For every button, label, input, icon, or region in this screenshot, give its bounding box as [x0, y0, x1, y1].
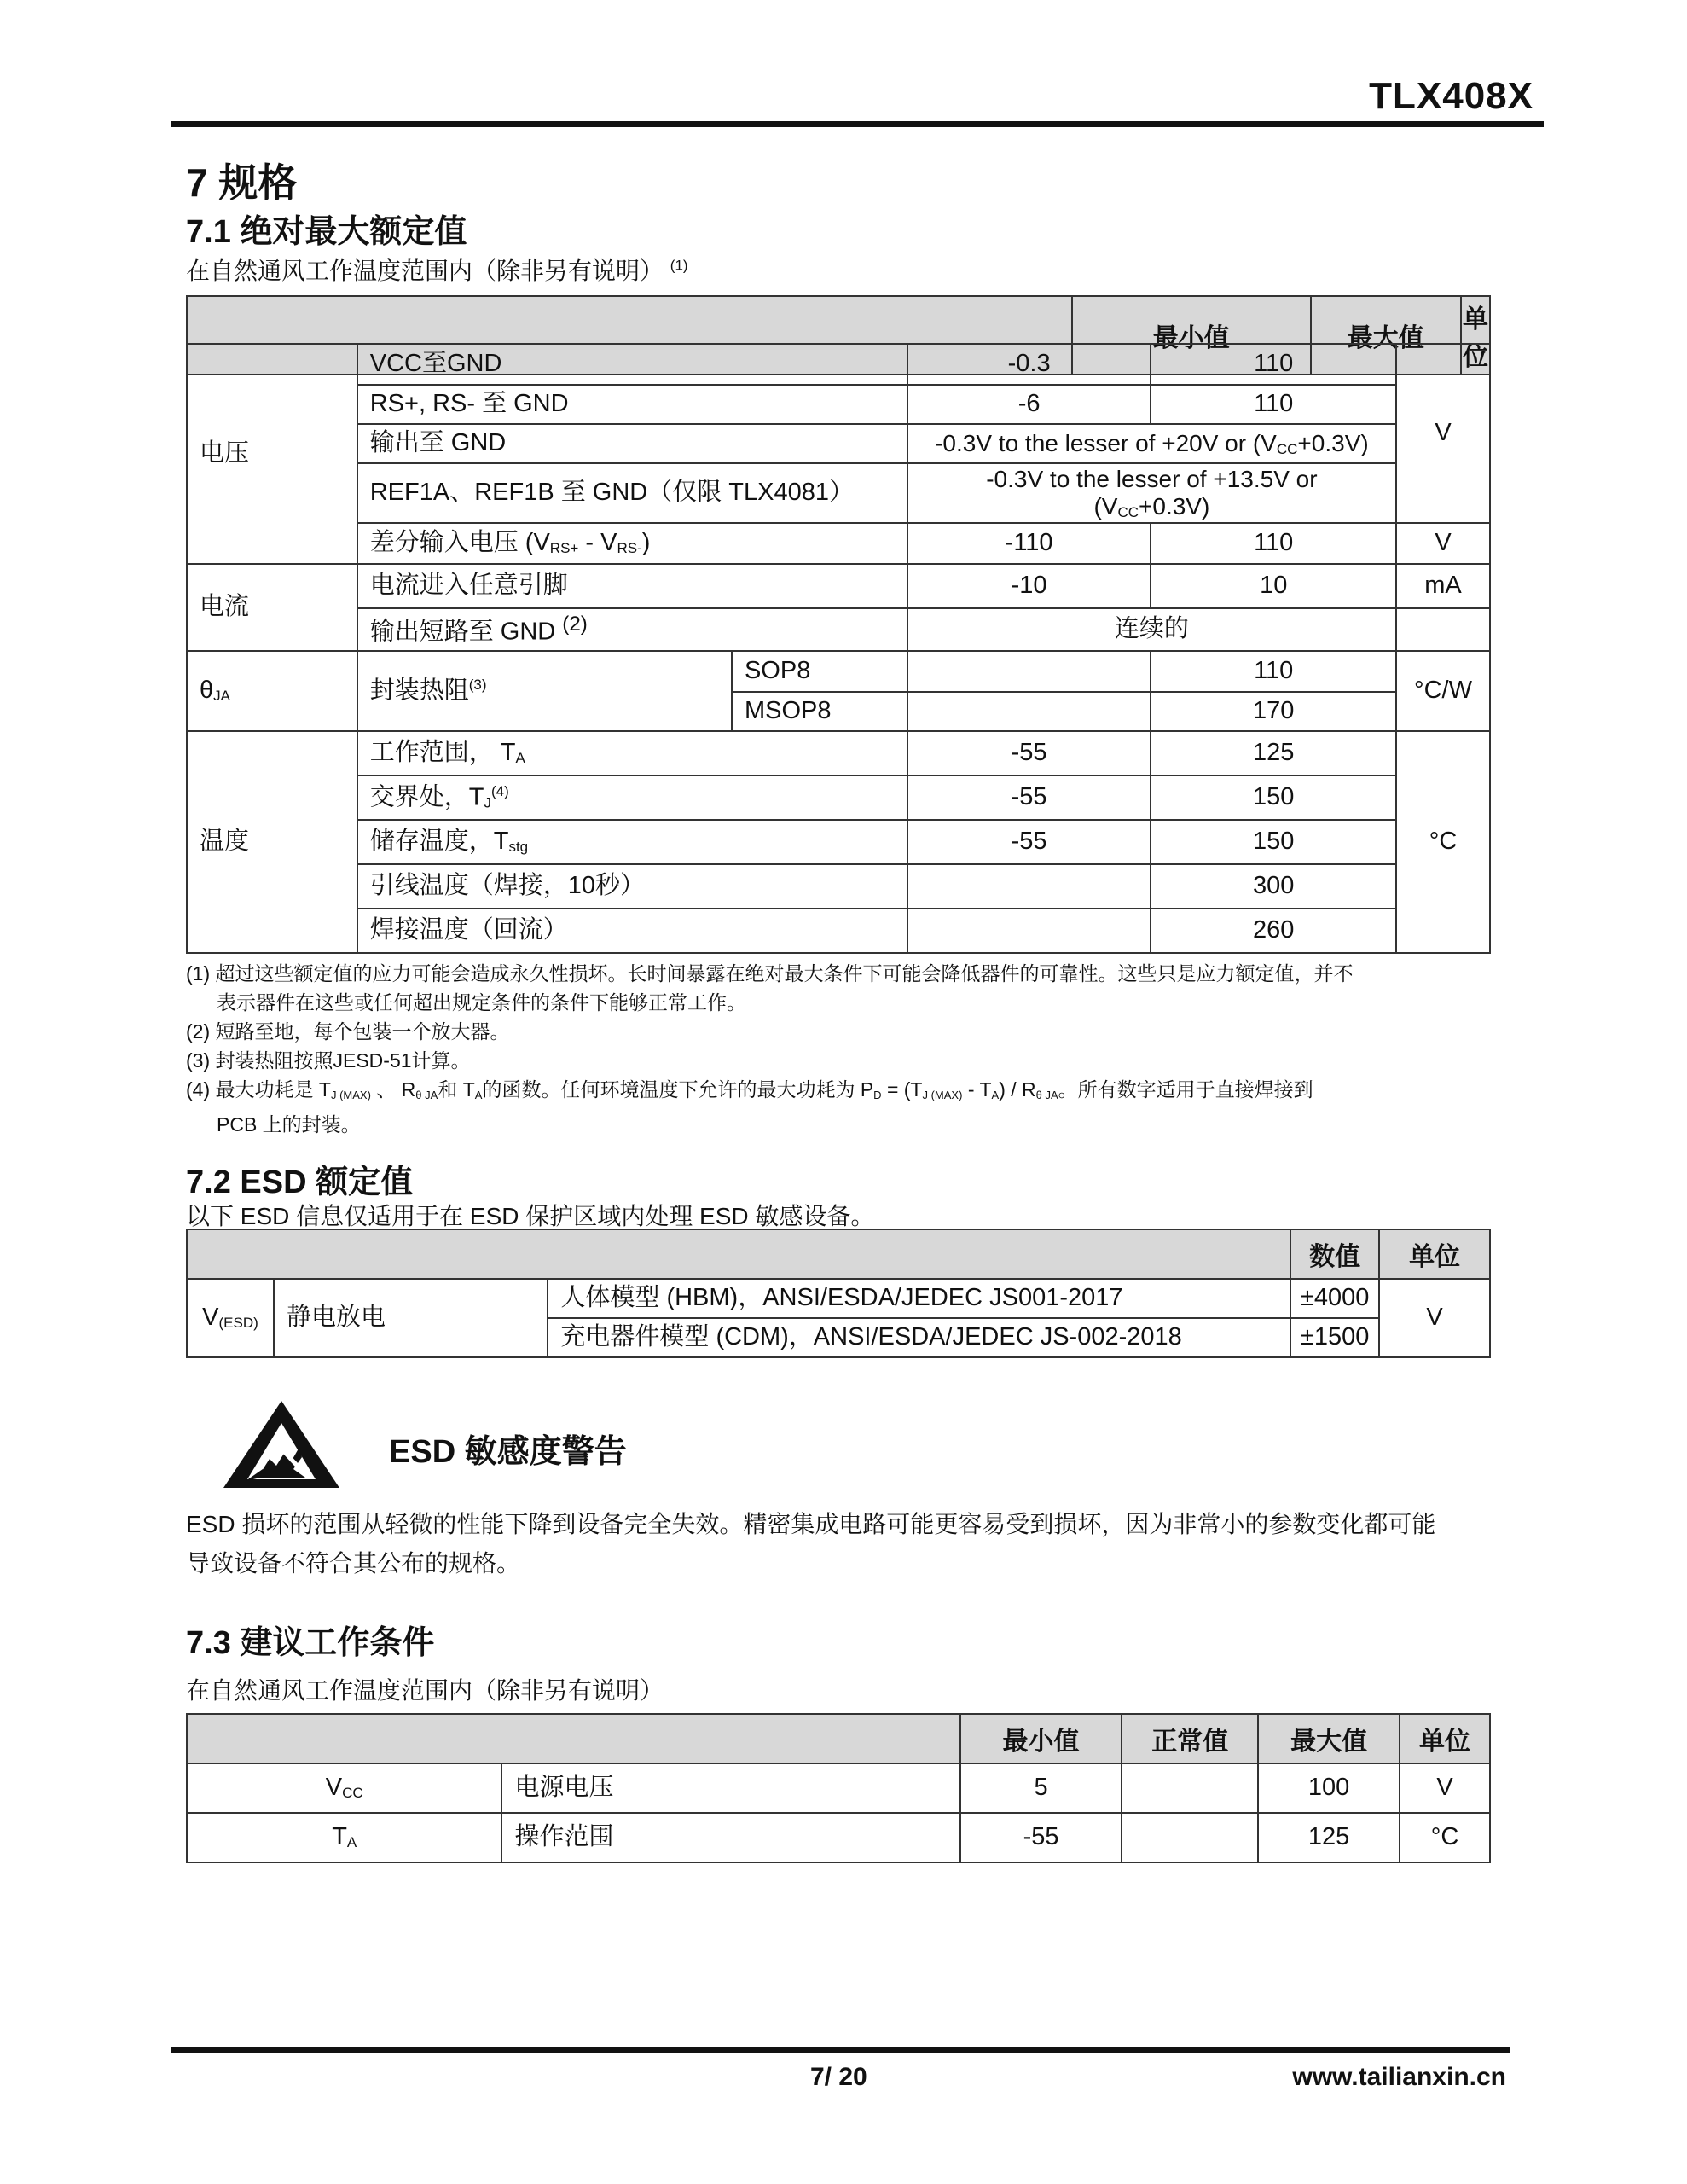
cell-max: 100 — [1258, 1763, 1400, 1813]
note-1: (1) 超过这些额定值的应力可能会造成永久性损坏。长时间暴露在绝对最大条件下可能会降低器件的可靠性。这些只是应力额定值，并不 — [186, 962, 1354, 985]
package-msop8: MSOP8 — [732, 692, 907, 731]
group-temperature: 温度 — [187, 731, 357, 953]
cell-unit: V — [1396, 523, 1490, 564]
row-label: 交界处，$T_J^{(4)}$ — [357, 775, 907, 820]
section-7-3-subtitle: 在自然通风工作温度范围内（除非另有说明） — [186, 1677, 664, 1704]
cell-max: 300 — [1151, 864, 1396, 909]
group-voltage: 电压 — [187, 344, 357, 564]
cell-range: -0.3V to the lesser of +20V or $(V_{CC}+0.3V)$ — [907, 424, 1396, 463]
cell-min — [907, 909, 1151, 953]
esd-table — [186, 1228, 1491, 1358]
cell-min: 5 — [960, 1763, 1122, 1813]
table-row — [187, 820, 1490, 864]
ta-symbol: $T_A$ — [187, 1813, 501, 1862]
table-header-row — [187, 1229, 1490, 1279]
esd-warning-body: ESD 损坏的范围从轻微的性能下降到设备完全失效。精密集成电路可能更容易受到损坏，因为非常小的参数变化都可能 导致设备不符合其公布的规格。 — [186, 1511, 1436, 1577]
vcc-label: 电源电压 — [501, 1763, 959, 1813]
table-row — [187, 523, 1490, 564]
cell-max: 125 — [1258, 1813, 1400, 1862]
table-row — [187, 463, 1490, 523]
table-row — [187, 344, 1490, 385]
cell-min — [907, 651, 1151, 692]
cell-max: 110 — [1151, 651, 1396, 692]
table-header-row — [187, 1714, 1490, 1763]
cell-unit — [1396, 608, 1490, 651]
group-current: 电流 — [187, 564, 357, 651]
row-label: 焊接温度（回流） — [357, 909, 907, 953]
row-label: REF1A、REF1B 至 GND（仅限 TLX4081） — [357, 463, 907, 523]
table-row — [187, 651, 1490, 692]
row-label: 电流进入任意引脚 — [357, 564, 907, 608]
row-label: 差分输入电压 $(V_{RS+} - V_{RS-})$ — [357, 523, 907, 564]
cell-max: 150 — [1151, 820, 1396, 864]
row-label: 封装热阻$^{(3)}$ — [357, 651, 732, 731]
row-label: 输出至 GND — [357, 424, 907, 463]
cell-max: 170 — [1151, 692, 1396, 731]
cell-min — [907, 864, 1151, 909]
table-row — [187, 864, 1490, 909]
esd-name: 静电放电 — [274, 1279, 548, 1357]
row-label: 储存温度，$T_{stg}$ — [357, 820, 907, 864]
header-min: 最小值 — [1072, 296, 1311, 375]
ta-label: 操作范围 — [501, 1813, 959, 1862]
cell-max: 150 — [1151, 775, 1396, 820]
header-value: 数值 — [1290, 1229, 1379, 1279]
hbm-value: ±4000 — [1290, 1279, 1379, 1318]
header-max: 最大值 — [1311, 296, 1461, 375]
section-7-title: 7 规格 — [186, 160, 298, 205]
header-typ: 正常值 — [1122, 1714, 1258, 1763]
cell-unit: V — [1400, 1763, 1490, 1813]
table-row — [187, 1279, 1490, 1318]
section-7-2-subtitle: 以下 ESD 信息仅适用于在 ESD 保护区域内处理 ESD 敏感设备。 — [186, 1203, 875, 1229]
cell-max: 10 — [1151, 564, 1396, 608]
header-unit: 单位 — [1461, 296, 1490, 375]
hbm-label: 人体模型 (HBM)，ANSI/ESDA/JEDEC JS001-2017 — [548, 1279, 1290, 1318]
table-row — [187, 385, 1490, 424]
footer-rule — [171, 2048, 1510, 2053]
section-7-1-subtitle: 在自然通风工作温度范围内（除非另有说明） $^{(1)}$ — [186, 257, 688, 284]
cell-max: 110 — [1151, 385, 1396, 424]
row-label: 输出短路至 GND $^{(2)}$ — [357, 608, 907, 651]
table-row — [187, 909, 1490, 953]
table-row — [187, 564, 1490, 608]
esd-unit: V — [1379, 1279, 1490, 1357]
section-7-1-title: 7.1 绝对最大额定值 — [186, 214, 467, 250]
cell-min — [907, 692, 1151, 731]
table-row — [187, 775, 1490, 820]
cell-min: -55 — [907, 775, 1151, 820]
note-4-cont: PCB 上的封装。 — [217, 1113, 361, 1136]
note-3: (3) 封装热阻按照JESD-51计算。 — [186, 1049, 471, 1072]
abs-max-table-body — [186, 343, 1491, 954]
table-row — [187, 1813, 1490, 1862]
row-label: 引线温度（焊接，10秒） — [357, 864, 907, 909]
cell-unit: °C — [1396, 731, 1490, 953]
website-link[interactable]: www.tailianxin.cn — [1292, 2063, 1506, 2091]
page-number: 7/ 20 — [810, 2063, 867, 2091]
header-blank — [187, 1229, 1290, 1279]
recommended-conditions-table — [186, 1713, 1491, 1863]
cell-unit: V — [1396, 344, 1490, 523]
header-unit: 单位 — [1379, 1229, 1490, 1279]
esd-warning-title: ESD 敏感度警告 — [389, 1434, 627, 1470]
cell-unit: °C/W — [1396, 651, 1490, 731]
table-notes — [186, 959, 1499, 1139]
table-row — [187, 608, 1490, 651]
table-row — [187, 1763, 1490, 1813]
table-row — [187, 731, 1490, 775]
esd-warning-icon — [220, 1397, 343, 1491]
package-sop8: SOP8 — [732, 651, 907, 692]
header-unit: 单位 — [1400, 1714, 1490, 1763]
header-max: 最大值 — [1258, 1714, 1400, 1763]
cell-min: -55 — [907, 820, 1151, 864]
cell-max: 260 — [1151, 909, 1396, 953]
header-rule — [171, 121, 1544, 127]
note-2: (2) 短路至地，每个包装一个放大器。 — [186, 1020, 510, 1043]
cell-unit: mA — [1396, 564, 1490, 608]
cell-typ — [1122, 1813, 1258, 1862]
note-1-cont: 表示器件在这些或任何超出规定条件的条件下能够正常工作。 — [217, 991, 746, 1014]
cell-min: -6 — [907, 385, 1151, 424]
cell-min: -55 — [907, 731, 1151, 775]
group-theta: $\theta_{JA}$ — [187, 651, 357, 731]
cell-min: -10 — [907, 564, 1151, 608]
row-label: 工作范围， $T_A$ — [357, 731, 907, 775]
esd-symbol: $V_{(ESD)}$ — [187, 1279, 274, 1357]
header-min: 最小值 — [960, 1714, 1122, 1763]
header-blank — [187, 1714, 960, 1763]
section-7-3-title: 7.3 建议工作条件 — [186, 1625, 435, 1661]
row-label: RS+, RS- 至 GND — [357, 385, 907, 424]
cell-max: 110 — [1151, 344, 1396, 385]
row-label: VCC至GND — [357, 344, 907, 385]
cell-range: -0.3V to the lesser of +13.5V or $(V_{CC}+0.3V)$ — [907, 463, 1396, 523]
cell-min: -110 — [907, 523, 1151, 564]
cell-max: 110 — [1151, 523, 1396, 564]
cell-unit: °C — [1400, 1813, 1490, 1862]
cell-min: -0.3 — [907, 344, 1151, 385]
vcc-symbol: $V_{CC}$ — [187, 1763, 501, 1813]
table-row — [187, 424, 1490, 463]
cell-max: 125 — [1151, 731, 1396, 775]
cdm-value: ±1500 — [1290, 1318, 1379, 1357]
note-4: (4) 最大功耗是 $T_{J (MAX)}$ 、 $R_{\theta JA}$和 $T_A$的函数。任何环境温度下允许的最大功耗为 $P_D = (T_{J (MAX)} - T_A) / R_{\theta JA}$。所有数字适用于直接焊接到 — [186, 1078, 1313, 1101]
doc-title: TLX408X — [1369, 75, 1533, 117]
cell-value: 连续的 — [907, 608, 1396, 651]
cdm-label: 充电器件模型 (CDM)，ANSI/ESDA/JEDEC JS-002-2018 — [548, 1318, 1290, 1357]
cell-min: -55 — [960, 1813, 1122, 1862]
cell-typ — [1122, 1763, 1258, 1813]
section-7-2-title: 7.2 ESD 额定值 — [186, 1165, 414, 1200]
